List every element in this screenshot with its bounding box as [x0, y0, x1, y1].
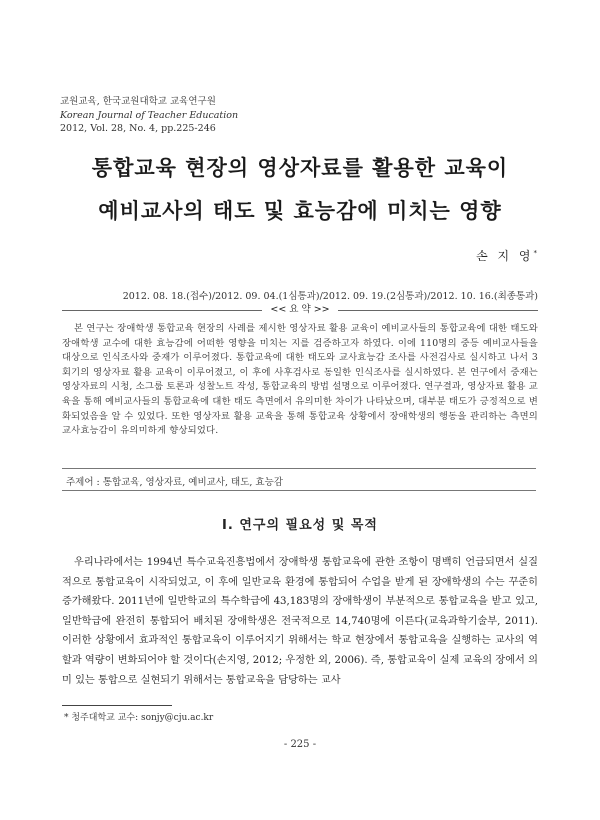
author-name: 손 지 영 — [476, 249, 534, 263]
journal-volume: 2012, Vol. 28, No. 4, pp.225-246 — [60, 123, 216, 134]
footnote-divider — [62, 705, 172, 706]
author-footnote: * 청주대학교 교수: sonjy@cju.ac.kr — [64, 713, 214, 723]
journal-info — [60, 95, 238, 136]
section-heading: Ⅰ. 연구의 필요성 및 목적 — [222, 518, 378, 533]
author-footnote-marker: * — [533, 249, 537, 257]
paper-title-line-2: 예비교사의 태도 및 효능감에 미치는 영향 — [98, 199, 502, 223]
abstract-text: 본 연구는 장애학생 통합교육 현장의 사례를 제시한 영상자료 활용 교육이 예비교사들의 통합교육에 대한 태도와 장애학생 교수에 대한 효능감에 어떠한 영향을 미치는 지를 검증하고자 하였다. 이에 110명의 중등 예비교사들을 대상으로 인식조사와 중재가 이루어졌다. 통합교육에 대한 태도와 교사효능감 조사를 사전검사로 실시하고 나서 3회기의 영상자료 활용 교육이 이루어졌고, 이 후에 사후검사로 동일한 인식조사를 실시하였다. 본 연구에서 중재는 영상자료의 시청, 소그룹 토론과 성찰노트 작성, 통합교육의 방법 설명으로 이루어졌다. 연구결과, 영상자료 활용 교육을 통해 예비교사들의 통합교육에 대한 태도 측면에서 유의미한 차이가 나타났으며, 대부분 태도가 긍정적으로 변화되었음을 알 수 있었다. 또한 영상자료 활용 교육을 통해 통합교육 상황에서 장애학생의 행동을 관리하는 측면의 교사효능감이 유의미하게 향상되었다. — [62, 323, 538, 437]
page-number: - 225 - — [283, 739, 317, 750]
review-dates: 2012. 08. 18.(접수)/2012. 09. 04.(1심통과)/2012. 09. 19.(2심통과)/2012. 10. 16.(최종통과) — [122, 291, 538, 302]
author — [476, 247, 537, 264]
keywords: 주제어 : 통합교육, 영상자료, 예비교사, 태도, 효능감 — [66, 477, 283, 488]
divider — [338, 310, 538, 311]
abstract-heading — [62, 304, 538, 316]
journal-name-english: Korean Journal of Teacher Education — [60, 109, 239, 121]
paper-title-line-1: 통합교육 현장의 영상자료를 활용한 교육이 — [91, 156, 509, 180]
divider — [62, 310, 262, 311]
abstract-heading-label: << 요 약 >> — [270, 304, 330, 315]
journal-name-korean: 교원교육, 한국교원대학교 교육연구원 — [60, 96, 216, 107]
body-paragraph: 우리나라에서는 1994년 특수교육진흥법에서 장애학생 통합교육에 관한 조항이 명백히 언급되면서 실질적으로 통합교육이 시작되었고, 이 후에 일반교육 환경에 통합되어 수업을 받게 된 장애학생의 수는 꾸준히 증가해왔다. 2011년에 일반학교의 특수학급에 43,183명의 장애학생이 부분적으로 통합교육을 받고 있고, 일반학급에 완전히 통합되어 배치된 장애학생은 전국적으로 14,740명에 이른다(교육과학기술부, 2011). 이러한 상황에서 효과적인 통합교육이 이루어지기 위해서는 학교 현장에서 통합교육을 실행하는 교사의 역할과 역량이 변화되어야 할 것이다(손지영, 2012; 우정한 외, 2006). 즉, 통합교육이 실제 교육의 장에서 의미 있는 통합으로 실현되기 위해서는 통합교육을 담당하는 교사 — [62, 557, 538, 686]
keywords-box — [62, 468, 536, 491]
